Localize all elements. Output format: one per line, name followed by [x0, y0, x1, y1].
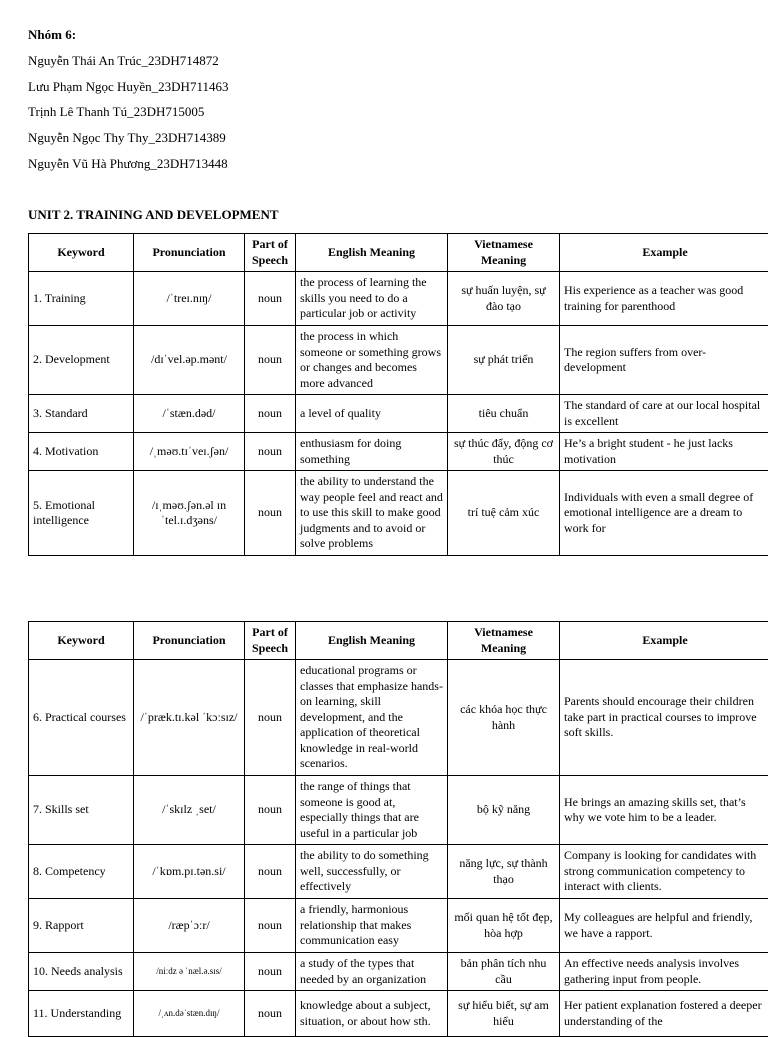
- pronunciation-cell: /ˈpræk.tɪ.kəl ˈkɔːsɪz/: [134, 660, 245, 776]
- pronunciation-cell: /ˈskɪlz ˌset/: [134, 776, 245, 845]
- vietnamese-meaning-cell: bản phân tích nhu cầu: [448, 953, 560, 991]
- vietnamese-meaning-cell: trí tuệ cảm xúc: [448, 471, 560, 556]
- table-row: [29, 899, 768, 953]
- table-row: [29, 471, 768, 556]
- pronunciation-cell: /ˈstæn.dəd/: [134, 395, 245, 433]
- part-of-speech-cell: noun: [245, 433, 296, 471]
- english-meaning-cell: the process of learning the skills you need to do a particular job or activity: [296, 272, 448, 326]
- part-of-speech-cell: noun: [245, 326, 296, 395]
- part-of-speech-cell: noun: [245, 845, 296, 899]
- english-meaning-cell: a study of the types that needed by an organization: [296, 953, 448, 991]
- keyword-cell: 1. Training: [29, 272, 134, 326]
- part-of-speech-cell: noun: [245, 991, 296, 1037]
- example-cell: Parents should encourage their children take part in practical courses to improve soft skills.: [560, 660, 768, 776]
- example-cell: He brings an amazing skills set, that’s why we vote him to be a leader.: [560, 776, 768, 845]
- vietnamese-meaning-cell: các khóa học thực hành: [448, 660, 560, 776]
- header-part-of-speech: Part of Speech: [245, 622, 296, 660]
- vietnamese-meaning-cell: sự thúc đẩy, động cơ thúc: [448, 433, 560, 471]
- table-row: [29, 395, 768, 433]
- keyword-cell: 10. Needs analysis: [29, 953, 134, 991]
- table-row: [29, 953, 768, 991]
- header-english-meaning: English Meaning: [296, 622, 448, 660]
- header-example: Example: [560, 622, 768, 660]
- english-meaning-cell: enthusiasm for doing something: [296, 433, 448, 471]
- table-row: [29, 272, 768, 326]
- pronunciation-cell: /ɪˌməʊ.ʃən.əl ɪn ˈtel.ɪ.dʒəns/: [134, 471, 245, 556]
- english-meaning-cell: the range of things that someone is good at, especially things that are useful in a particular job: [296, 776, 448, 845]
- keyword-cell: 4. Motivation: [29, 433, 134, 471]
- vietnamese-meaning-cell: tiêu chuẩn: [448, 395, 560, 433]
- table-row: [29, 845, 768, 899]
- english-meaning-cell: educational programs or classes that emphasize hands-on learning, skill development, and the application of theoretical knowledge in real-world scenarios.: [296, 660, 448, 776]
- pronunciation-cell: /ˌməʊ.tɪˈveɪ.ʃən/: [134, 433, 245, 471]
- vietnamese-meaning-cell: bộ kỹ năng: [448, 776, 560, 845]
- part-of-speech-cell: noun: [245, 395, 296, 433]
- member-name: Lưu Phạm Ngọc Huyền_23DH711463: [28, 79, 228, 95]
- pronunciation-cell: /dɪˈvel.əp.mənt/: [134, 326, 245, 395]
- keyword-cell: 5. Emotional intelligence: [29, 471, 134, 556]
- pronunciation-text: /ˌʌn.dəˈstæn.dɪŋ/: [159, 1008, 220, 1018]
- member-name: Nguyễn Thái An Trúc_23DH714872: [28, 53, 219, 69]
- keyword-cell: 9. Rapport: [29, 899, 134, 953]
- header-part-of-speech: Part of Speech: [245, 234, 296, 272]
- pronunciation-cell: /ˈkɒm.pɪ.tən.si/: [134, 845, 245, 899]
- header-keyword: Keyword: [29, 622, 134, 660]
- table-row: [29, 326, 768, 395]
- header-english-meaning: English Meaning: [296, 234, 448, 272]
- keyword-cell: 8. Competency: [29, 845, 134, 899]
- vietnamese-meaning-cell: sự huấn luyện, sự đào tạo: [448, 272, 560, 326]
- vocabulary-table-2: [28, 621, 768, 1037]
- example-cell: The region suffers from over-development: [560, 326, 768, 395]
- vietnamese-meaning-cell: sự hiểu biết, sự am hiểu: [448, 991, 560, 1037]
- example-cell: Her patient explanation fostered a deeper understanding of the: [560, 991, 768, 1037]
- pronunciation-cell: /ræpˈɔːr/: [134, 899, 245, 953]
- pronunciation-cell: /ˈtreɪ.nɪŋ/: [134, 272, 245, 326]
- part-of-speech-cell: noun: [245, 776, 296, 845]
- table-header-row: [29, 622, 768, 660]
- header-keyword: Keyword: [29, 234, 134, 272]
- english-meaning-cell: the ability to do something well, successfully, or effectively: [296, 845, 448, 899]
- header-vietnamese-meaning: Vietnamese Meaning: [448, 622, 560, 660]
- vietnamese-meaning-cell: mối quan hệ tốt đẹp, hòa hợp: [448, 899, 560, 953]
- unit-title: UNIT 2. TRAINING AND DEVELOPMENT: [28, 207, 279, 223]
- header-example: Example: [560, 234, 768, 272]
- pronunciation-text: /niːdz ə ˈnæl.ə.sɪs/: [156, 966, 222, 976]
- pronunciation-cell: [134, 953, 245, 991]
- example-cell: An effective needs analysis involves gathering input from people.: [560, 953, 768, 991]
- example-cell: He’s a bright student - he just lacks motivation: [560, 433, 768, 471]
- example-cell: My colleagues are helpful and friendly, we have a rapport.: [560, 899, 768, 953]
- table-row: [29, 660, 768, 776]
- keyword-cell: 6. Practical courses: [29, 660, 134, 776]
- header-vietnamese-meaning: Vietnamese Meaning: [448, 234, 560, 272]
- example-cell: His experience as a teacher was good training for parenthood: [560, 272, 768, 326]
- member-name: Trịnh Lê Thanh Tú_23DH715005: [28, 104, 204, 120]
- table-row: [29, 776, 768, 845]
- part-of-speech-cell: noun: [245, 660, 296, 776]
- part-of-speech-cell: noun: [245, 272, 296, 326]
- english-meaning-cell: a friendly, harmonious relationship that makes communication easy: [296, 899, 448, 953]
- table-row: [29, 433, 768, 471]
- example-cell: The standard of care at our local hospital is excellent: [560, 395, 768, 433]
- keyword-cell: 2. Development: [29, 326, 134, 395]
- member-name: Nguyễn Vũ Hà Phương_23DH713448: [28, 156, 228, 172]
- english-meaning-cell: a level of quality: [296, 395, 448, 433]
- header-pronunciation: Pronunciation: [134, 234, 245, 272]
- keyword-cell: 3. Standard: [29, 395, 134, 433]
- vocabulary-table-1: [28, 233, 768, 556]
- table-row: [29, 991, 768, 1037]
- table-header-row: [29, 234, 768, 272]
- header-pronunciation: Pronunciation: [134, 622, 245, 660]
- english-meaning-cell: the process in which someone or something grows or changes and becomes more advanced: [296, 326, 448, 395]
- example-cell: Company is looking for candidates with strong communication competency to interact with clients.: [560, 845, 768, 899]
- english-meaning-cell: knowledge about a subject, situation, or about how sth.: [296, 991, 448, 1037]
- english-meaning-cell: the ability to understand the way people feel and react and to use this skill to make good judgments and to avoid or solve problems: [296, 471, 448, 556]
- vietnamese-meaning-cell: sự phát triển: [448, 326, 560, 395]
- part-of-speech-cell: noun: [245, 953, 296, 991]
- keyword-cell: 7. Skills set: [29, 776, 134, 845]
- group-label: Nhóm 6:: [28, 27, 76, 43]
- part-of-speech-cell: noun: [245, 899, 296, 953]
- example-cell: Individuals with even a small degree of emotional intelligence are a dream to work for: [560, 471, 768, 556]
- part-of-speech-cell: noun: [245, 471, 296, 556]
- pronunciation-cell: [134, 991, 245, 1037]
- keyword-cell: 11. Understanding: [29, 991, 134, 1037]
- vietnamese-meaning-cell: năng lực, sự thành thạo: [448, 845, 560, 899]
- member-name: Nguyễn Ngọc Thy Thy_23DH714389: [28, 130, 226, 146]
